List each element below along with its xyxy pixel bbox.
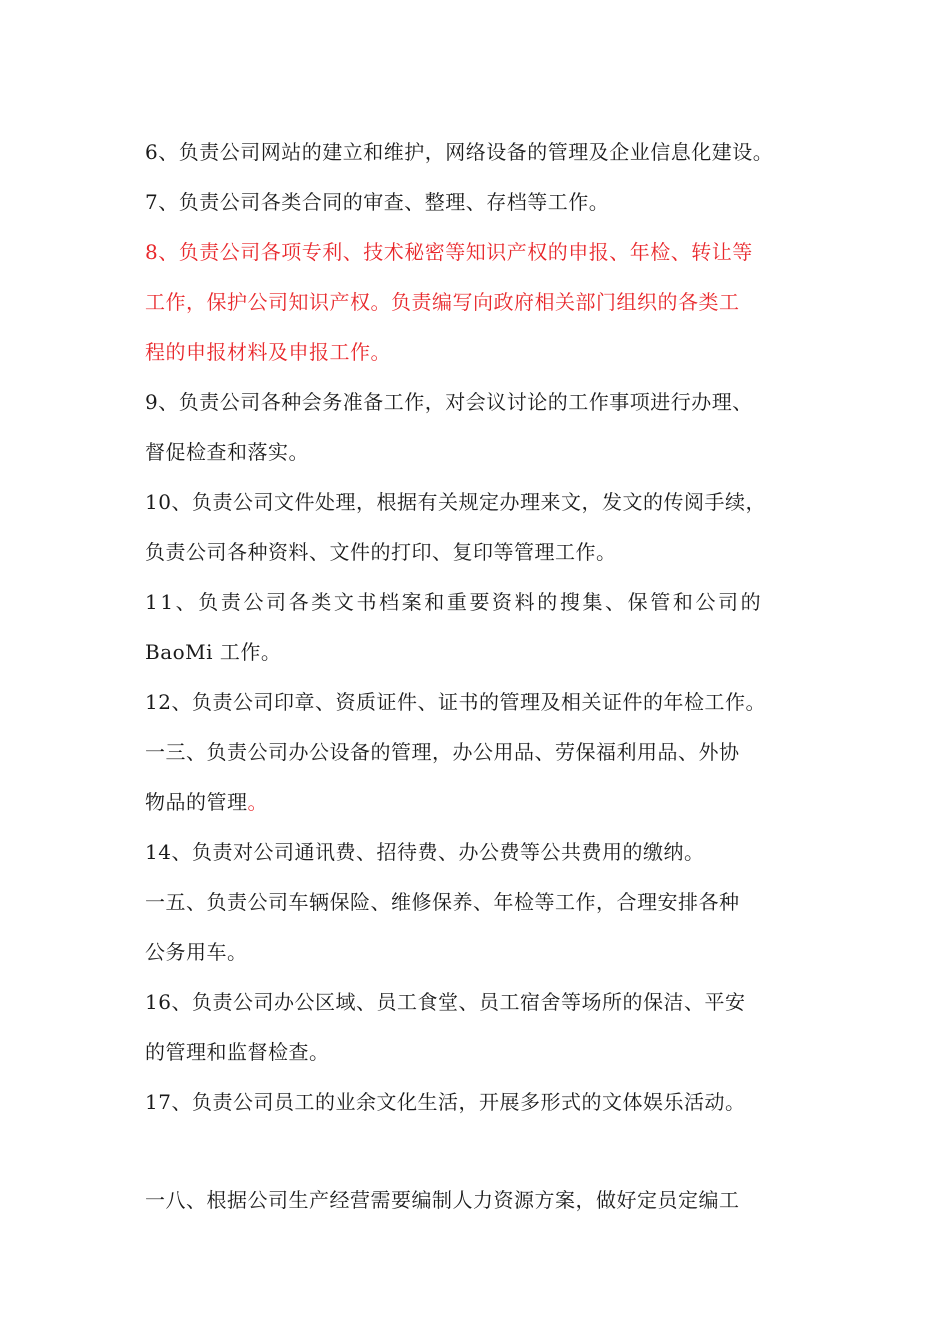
text-line-item-16: 16、负责公司办公区域、员工食堂、员工宿舍等场所的保洁、平安 — [145, 990, 746, 1014]
text-line-item-8-highlighted: 8、负责公司各项专利、技术秘密等知识产权的申报、年检、转让等 — [145, 240, 753, 264]
text-line-item-17: 17、负责公司员工的业余文化生活，开展多形式的文体娱乐活动。 — [145, 1090, 746, 1114]
text-line-item-18: 一八、根据公司生产经营需要编制人力资源方案，做好定员定编工 — [145, 1188, 740, 1212]
text-line-item-13-body: 物品的管理 — [145, 790, 248, 814]
text-line-item-13: 一三、负责公司办公设备的管理，办公用品、劳保福利用品、外协 — [145, 740, 740, 764]
text-line-item-12: 12、负责公司印章、资质证件、证书的管理及相关证件的年检工作。 — [145, 690, 766, 714]
text-line-item-14: 14、负责对公司通讯费、招待费、办公费等公共费用的缴纳。 — [145, 840, 705, 864]
text-line-item-11-continued: BaoMi 工作。 — [145, 640, 282, 664]
text-line-item-11: 11、负责公司各类文书档案和重要资料的搜集、保管和公司的 — [145, 590, 764, 614]
text-line-item-8-continued: 工作，保护公司知识产权。负责编写向政府相关部门组织的各类工 — [145, 290, 740, 314]
text-line-item-15: 一五、负责公司车辆保险、维修保养、年检等工作，合理安排各种 — [145, 890, 740, 914]
text-line-item-9-continued: 督促检查和落实。 — [145, 440, 309, 464]
text-line-item-15-continued: 公务用车。 — [145, 940, 248, 964]
text-line-item-10: 10、负责公司文件处理，根据有关规定办理来文，发文的传阅手续， — [145, 490, 766, 514]
text-line-item-13-continued — [145, 788, 268, 816]
text-line-item-16-continued: 的管理和监督检查。 — [145, 1040, 330, 1064]
text-line-item-13-period: 。 — [247, 790, 268, 814]
text-line-item-8-end: 程的申报材料及申报工作。 — [145, 340, 391, 364]
text-line-item-9: 9、负责公司各种会务准备工作，对会议讨论的工作事项进行办理、 — [145, 390, 753, 414]
text-line-item-7: 7、负责公司各类合同的审查、整理、存档等工作。 — [145, 190, 610, 214]
text-line-item-6: 6、负责公司网站的建立和维护，网络设备的管理及企业信息化建设。 — [145, 140, 774, 164]
text-line-item-10-continued: 负责公司各种资料、文件的打印、复印等管理工作。 — [145, 540, 617, 564]
